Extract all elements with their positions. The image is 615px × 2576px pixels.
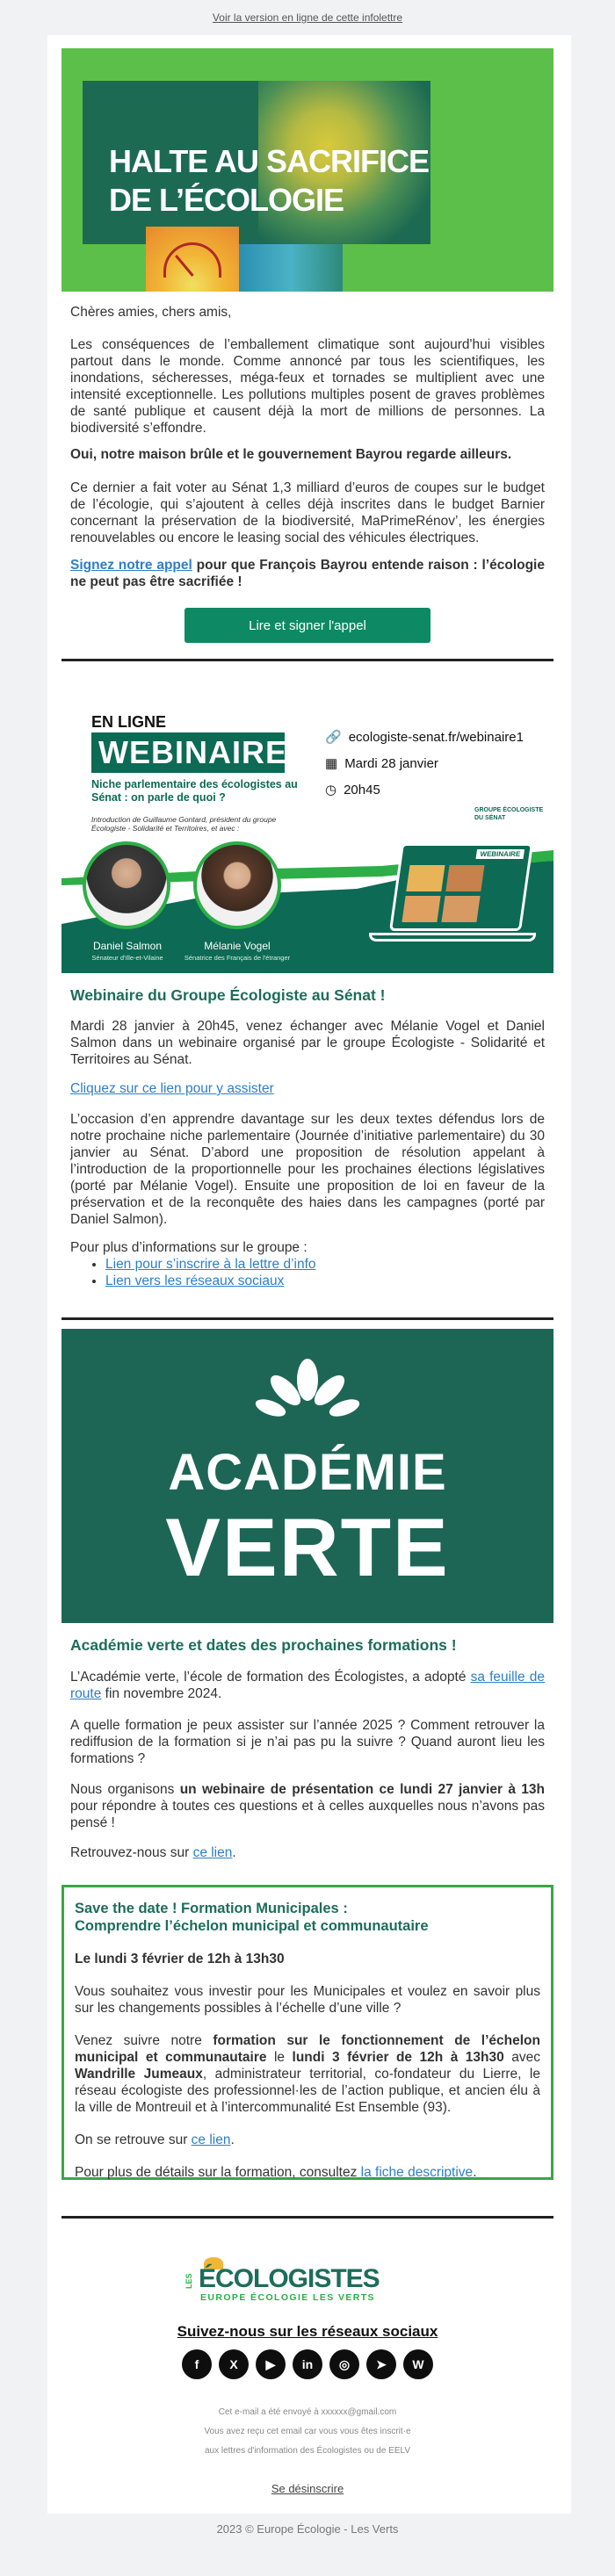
sign-appeal-link[interactable]: Signez notre appel	[70, 558, 192, 573]
box-paragraph-4	[75, 2164, 540, 2181]
copyright: 2023 © Europe Écologie - Les Verts	[216, 2522, 399, 2536]
telegram-icon[interactable]: ➤	[366, 2349, 396, 2379]
academie-webinar-link[interactable]: ce lien	[192, 1845, 233, 1860]
sign-appeal-button[interactable]: Lire et signer l'appel	[184, 608, 430, 643]
divider-1	[62, 659, 554, 661]
academie-p3-bold: un webinaire de présentation ce lundi 27 janvier à 13h	[179, 1782, 546, 1797]
academie-p3-text: Nous organisons	[70, 1782, 180, 1797]
webinar-date: Mardi 28 janvier	[344, 755, 438, 771]
academie-banner	[62, 1329, 554, 1623]
laptop-screen-label: WEBINAIRE	[476, 849, 525, 859]
leaf-logo-icon	[255, 1355, 360, 1425]
academie-banner-line-2: VERTE	[165, 1501, 450, 1593]
list-item	[105, 1273, 316, 1289]
webinar-more-info: Pour plus d’informations sur le groupe :	[70, 1240, 308, 1255]
webinar-paragraph-2: L’occasion d’en apprendre davantage sur les deux textes défendus lors de notre prochaine niche parlementaire (Journée d’initiative parlementaire) du 30 janvier au Sénat. D’abord une proposition de résolution appelant à l’introduction de la proportionnelle pour les prochaines élections législatives (porté par Mélanie Vogel). Ensuite une proposition de loi en faveur de la préservation et de la reconquête des haies dans les campagnes (porté par Daniel Salmon).	[70, 1112, 545, 1227]
logo-main: ÉCOLOGISTES	[199, 2264, 380, 2293]
intro-paragraph-4-rest: pour que François Bayrou entende raison : l’écologie ne peut pas être sacrifiée !	[70, 558, 545, 589]
intro-paragraph-1: Les conséquences de l’emballement climatique sont aujourd'hui visibles partout dans le monde. Comme annoncé par tous les scientifiques, les inondations, sécheresses, méga-feux et tornades se multiplient avec une intensité exceptionnelle. Les pollutions multiples posent de graves problèmes de santé publique et causent déjà la mort de millions de personnes. La biodiversité s’effondre.	[70, 337, 545, 436]
webinar-attend-link[interactable]: Cliquez sur ce lien pour y assister	[70, 1081, 274, 1096]
academie-banner-line-1: ACADÉMIE	[168, 1444, 447, 1501]
speaker-1-photo	[83, 841, 170, 929]
laptop-base	[369, 933, 536, 942]
speaker-2-photo	[193, 841, 281, 929]
webinar-logo: GROUPE ÉCOLOGISTE DU SÉNAT	[474, 807, 544, 821]
unsubscribe-link[interactable]: Se désinscrire	[271, 2482, 344, 2495]
box-p3-text: On se retrouve sur	[75, 2132, 192, 2147]
intro-paragraph-4	[70, 557, 545, 590]
footer-logo	[184, 2257, 430, 2301]
speaker-2-name: Mélanie Vogel	[204, 940, 271, 952]
box-p3-end: .	[230, 2132, 235, 2147]
box-p2-f: Wandrille Jumeaux	[75, 2067, 203, 2082]
intro-paragraph-3: Ce dernier a fait voter au Sénat 1,3 milliard d’euros de coupes sur le budget de l’écologie, qui s’ajoutent à celles déjà inscrites dans le budget Barnier concernant la préservation de la biodiversité, MaPrimeRénov’, les énergies renouvelables ou encore le leasing social des véhicules électriques.	[70, 480, 545, 545]
greeting: Chères amies, chers amis,	[70, 305, 232, 320]
list-item	[105, 1256, 316, 1273]
box-paragraph-1: Vous souhaitez vous investir pour les Municipales et voulez en savoir plus sur les changements possibles à l’échelle d’une ville ?	[75, 1984, 540, 2016]
academie-paragraph-1	[70, 1669, 545, 1702]
webinar-url-row	[325, 729, 524, 745]
academie-paragraph-2: A quelle formation je peux assister sur l’année 2025 ? Comment retrouver la rediffusion de la formation si je n’ai pas pu la suivre ? Quand auront lieu les formations ?	[70, 1718, 545, 1766]
formation-link[interactable]: ce lien	[191, 2132, 231, 2147]
box-p4-end: .	[473, 2165, 477, 2180]
hero-line-2: DE L’ÉCOLOGIE	[109, 182, 344, 218]
newsletter-signup-link[interactable]: Lien pour s’inscrire à la lettre d’info	[105, 1257, 316, 1272]
facebook-icon[interactable]: f	[182, 2349, 212, 2379]
roadmap-link[interactable]: sa feuille de route	[70, 1670, 545, 1701]
intro-paragraph-2: Oui, notre maison brûle et le gouvernement Bayrou regarde ailleurs.	[70, 447, 512, 462]
hero-gauge-image	[146, 227, 239, 292]
academie-heading: Académie verte et dates des prochaines formations !	[70, 1636, 457, 1654]
footer-note-3: aux lettres d'information des Écologistes ou de EELV	[204, 2446, 411, 2456]
calendar-icon: ▦	[325, 756, 338, 771]
webinar-time-row	[325, 782, 380, 797]
academie-paragraph-3	[70, 1781, 545, 1831]
view-online-link[interactable]: Voir la version en ligne de cette infolettre	[212, 11, 403, 24]
x-icon[interactable]: X	[219, 2349, 249, 2379]
box-p2-b: formation sur le fonctionnement de l’échelon municipal et communautaire	[75, 2033, 540, 2065]
clock-icon: ◷	[325, 783, 337, 797]
wordpress-icon[interactable]: W	[403, 2349, 433, 2379]
logo-les: LES	[184, 2273, 193, 2289]
box-p2-e: avec	[503, 2050, 540, 2065]
social-networks-link[interactable]: Lien vers les réseaux sociaux	[105, 1274, 285, 1288]
formation-sheet-link[interactable]: la fiche descriptive	[360, 2165, 474, 2180]
webinar-subtitle: Niche parlementaire des écologistes au Sénat : on parle de quoi ?	[91, 778, 298, 804]
webinar-paragraph-1: Mardi 28 janvier à 20h45, venez échanger avec Mélanie Vogel et Daniel Salmon dans un webinaire organisé par le groupe Écologiste - Solidarité et Territoires au Sénat.	[70, 1019, 545, 1067]
logo-sub: EUROPE ÉCOLOGIE LES VERTS	[200, 2292, 375, 2303]
academie-p4-end: .	[232, 1845, 236, 1860]
topline	[0, 0, 615, 35]
box-p2-d: lundi 3 février de 12h à 13h30	[292, 2050, 504, 2065]
webinar-date-row	[325, 755, 438, 771]
webinar-links-list	[105, 1256, 316, 1289]
box-date: Le lundi 3 février de 12h à 13h30	[75, 1952, 285, 1966]
academie-p4-text: Retrouvez-nous sur	[70, 1845, 193, 1860]
hero-banner	[62, 48, 554, 292]
webinar-time: 20h45	[344, 782, 380, 797]
footer-note-2: Vous avez reçu cet email car vous vous êtes inscrit·e	[204, 2427, 411, 2436]
follow-us-title: Suivez-nous sur les réseaux sociaux	[177, 2323, 438, 2340]
hero-photo-panel	[83, 81, 430, 244]
speaker-1-name: Daniel Salmon	[92, 940, 163, 952]
academie-p3-end: pour répondre à toutes ces questions et à celles auxquelles nous n’avons pas pensé !	[70, 1799, 545, 1830]
box-paragraph-3	[75, 2132, 540, 2148]
webinar-title: WEBINAIRE	[91, 732, 285, 773]
speaker-1-role: Sénateur d'Ille-et-Vilaine	[91, 954, 163, 962]
box-title-2: Comprendre l’échelon municipal et communautaire	[75, 1918, 429, 1934]
webinar-url: ecologiste-senat.fr/webinaire1	[348, 729, 524, 745]
box-paragraph-2	[75, 2032, 540, 2116]
box-p2-c: le	[266, 2050, 293, 2065]
academie-p1-text: L’Académie verte, l’école de formation des Écologistes, a adopté	[70, 1670, 471, 1685]
save-the-date-box	[62, 1885, 554, 2180]
academie-paragraph-4	[70, 1844, 545, 1861]
laptop-illustration	[389, 843, 533, 931]
instagram-icon[interactable]: ◎	[329, 2349, 359, 2379]
hero-line-1: HALTE AU SACRIFICE	[109, 143, 429, 179]
divider-3	[62, 2216, 554, 2219]
box-title-1: Save the date ! Formation Municipales :	[75, 1901, 348, 1916]
footer-note-1: Cet e-mail a été envoyé à xxxxxx@gmail.com	[218, 2407, 397, 2417]
youtube-icon[interactable]: ▶	[256, 2349, 286, 2379]
webinar-intro: Introduction de Guillaume Gontard, président du groupe Écologiste - Solidarité et Territoires, et avec :	[91, 815, 277, 833]
webinar-tag: EN LIGNE	[91, 713, 167, 731]
speaker-2-role: Sénatrice des Français de l'étranger	[184, 954, 291, 962]
academie-p1-end: fin novembre 2024.	[101, 1686, 222, 1701]
social-icons	[0, 2349, 615, 2379]
box-p2-a: Venez suivre notre	[75, 2033, 213, 2048]
webinar-banner	[62, 676, 554, 973]
divider-2	[62, 1317, 554, 1320]
box-p4-text: Pour plus de détails sur la formation, consultez	[75, 2165, 361, 2180]
linkedin-icon[interactable]: in	[293, 2349, 322, 2379]
webinar-heading: Webinaire du Groupe Écologiste au Sénat !	[70, 986, 386, 1004]
box-p2-g: , administrateur territorial, co-fondateur du Lierre, le réseau écologiste des professionnel·les de l’action publique, et ancien élu à la ville de Montreuil et à l’intercommunalité Est Ensemble (93).	[75, 2067, 540, 2115]
link-icon: 🔗	[325, 730, 342, 745]
hero-water-image	[239, 244, 343, 292]
